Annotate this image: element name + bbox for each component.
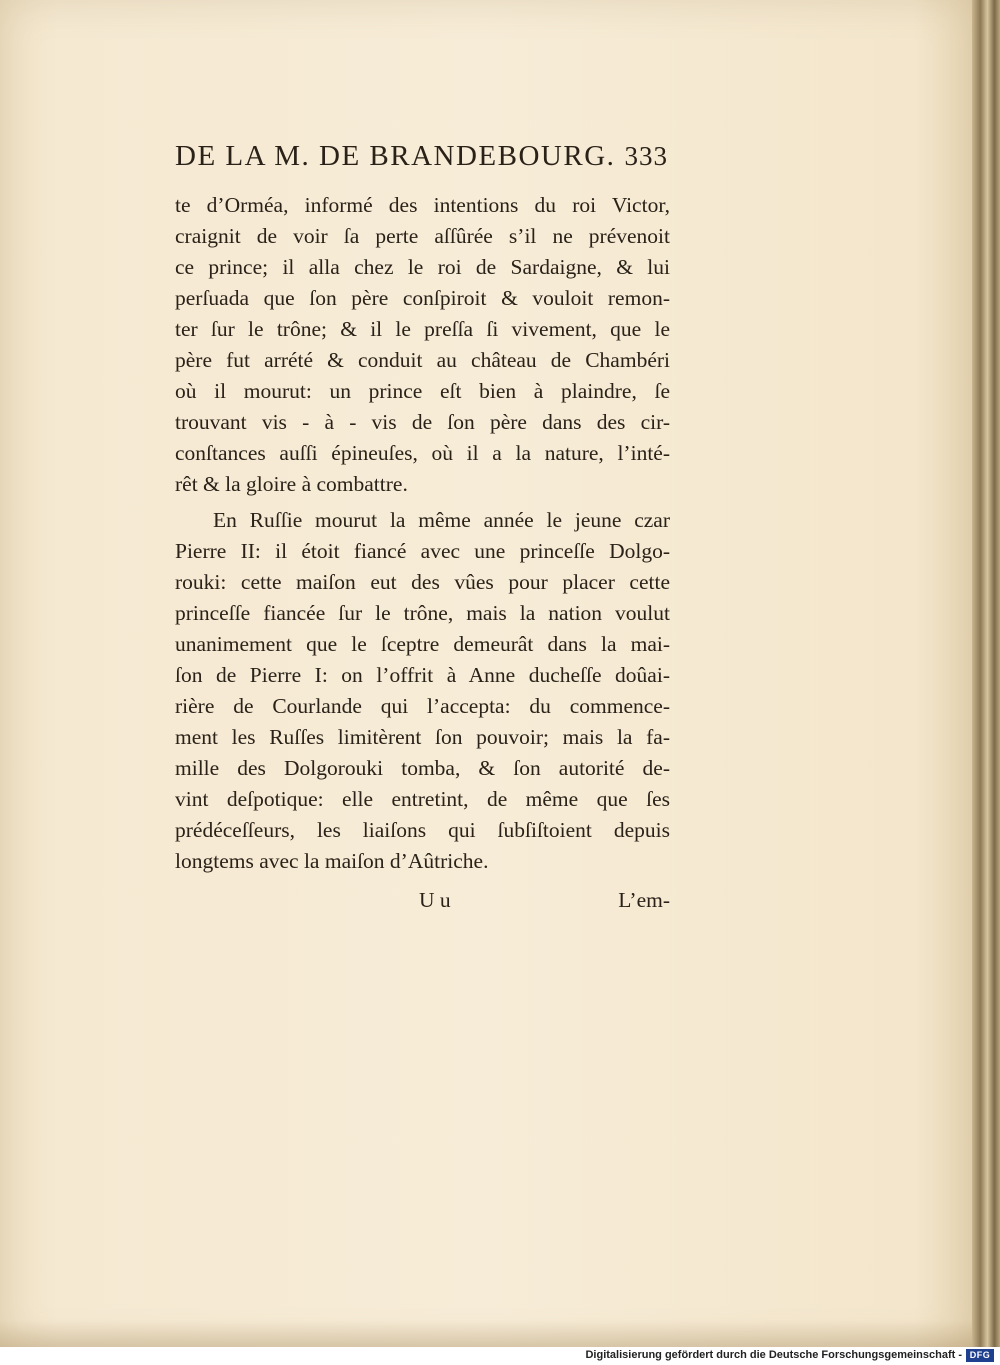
text-line: craignit de voir ſa perte aſſûrée s’il ne prévenoit: [175, 224, 670, 248]
text-line: perſuada que ſon père conſpiroit & vouloit remon-: [175, 286, 670, 310]
text-block: [175, 140, 670, 916]
paragraph-1: [175, 190, 670, 500]
text-line: ce prince; il alla chez le roi de Sardaigne, & lui: [175, 255, 670, 279]
digitization-note: Digitalisierung gefördert durch die Deutsche Forschungsgemeinschaft -: [585, 1349, 962, 1361]
text-line: prédéceſſeurs, les liaiſons qui ſubſiſtoient depuis: [175, 818, 670, 842]
digitization-footer: [0, 1347, 1000, 1365]
running-head-title: DE LA M. DE BRANDEBOURG.: [175, 140, 616, 172]
text-line: En Ruſſie mourut la même année le jeune czar: [213, 508, 670, 532]
text-line: conſtances auſſi épineuſes, où il a la nature, l’inté-: [175, 441, 670, 465]
text-line: mille des Dolgorouki tomba, & ſon autorité de-: [175, 756, 670, 780]
text-line: père fut arrété & conduit au château de Chambéri: [175, 348, 670, 372]
text-line: te d’Orméa, informé des intentions du roi Victor,: [175, 193, 670, 217]
text-line: trouvant vis - à - vis de ſon père dans des cir-: [175, 410, 670, 434]
text-line: où il mourut: un prince eſt bien à plaindre, ſe: [175, 379, 670, 403]
catchword: L’em-: [618, 888, 670, 912]
running-head: [175, 140, 670, 190]
text-line: vint deſpotique: elle entretint, de même que ſes: [175, 787, 670, 811]
page-bottom-shade: [0, 1320, 972, 1347]
book-fore-edge: [972, 0, 1000, 1347]
page-number: 333: [624, 141, 668, 171]
paragraph-2: [175, 505, 670, 877]
text-line: rière de Courlande qui l’accepta: du commence-: [175, 694, 670, 718]
text-line: princeſſe fiancée ſur le trône, mais la nation voulut: [175, 601, 670, 625]
text-line: ſon de Pierre I: on l’offrit à Anne ducheſſe doûai-: [175, 663, 670, 687]
text-line: Pierre II: il étoit fiancé avec une princeſſe Dolgo-: [175, 539, 670, 563]
text-line: longtems avec la maiſon d’Aûtriche.: [175, 849, 489, 873]
page-footer: [175, 885, 670, 916]
text-line: rêt & la gloire à combattre.: [175, 472, 408, 496]
text-line: rouki: cette maiſon eut des vûes pour placer cette: [175, 570, 670, 594]
signature-mark: U u: [419, 888, 451, 912]
dfg-logo-icon: DFG: [966, 1349, 994, 1362]
text-line: unanimement que le ſceptre demeurât dans la mai-: [175, 632, 670, 656]
text-line: ment les Ruſſes limitèrent ſon pouvoir; mais la fa-: [175, 725, 670, 749]
text-line: ter ſur le trône; & il le preſſa ſi vivement, que le: [175, 317, 670, 341]
